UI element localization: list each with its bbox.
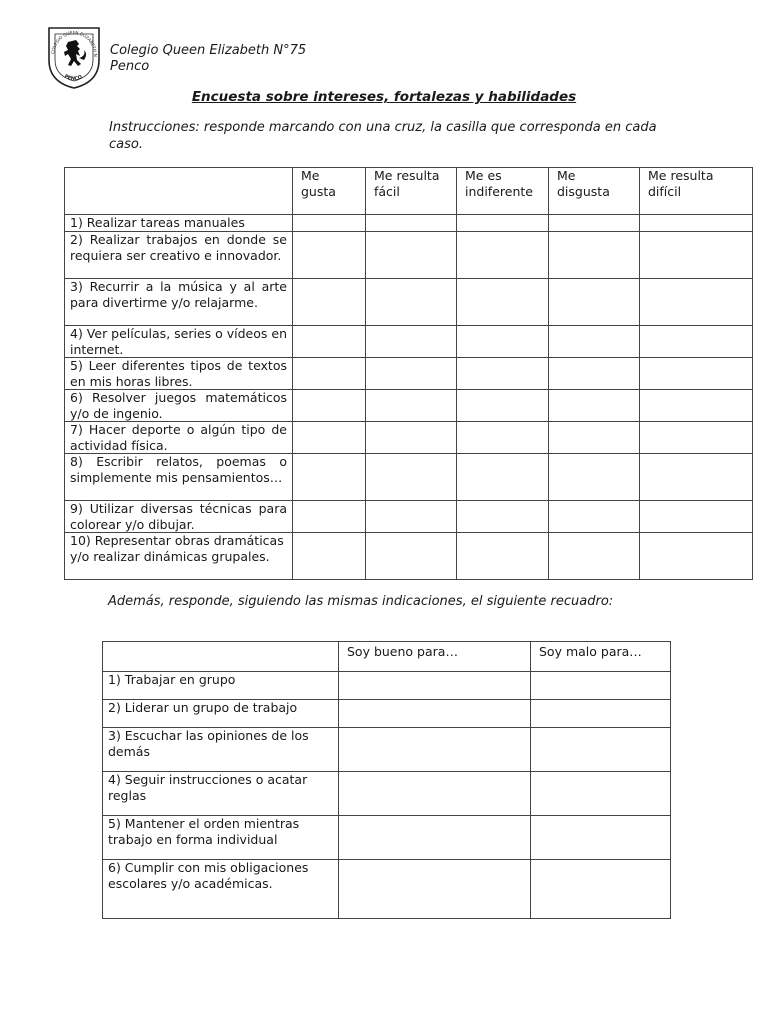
answer-cell[interactable] xyxy=(549,454,640,501)
column-header: Me resulta fácil xyxy=(366,168,457,215)
strengths-header-row xyxy=(103,642,671,672)
answer-cell[interactable] xyxy=(457,454,549,501)
row-label: 8) Escribir relatos, poemas o simplemente mis pensamientos… xyxy=(65,454,293,501)
table-row xyxy=(65,533,753,580)
row-label: 2) Realizar trabajos en donde se requiera ser creativo e innovador. xyxy=(65,232,293,279)
additional-instructions: Además, responde, siguiendo las mismas indicaciones, el siguiente recuadro: xyxy=(108,594,614,609)
table-row xyxy=(103,700,671,728)
answer-cell[interactable] xyxy=(457,390,549,422)
answer-cell[interactable] xyxy=(293,326,366,358)
answer-cell[interactable] xyxy=(339,860,531,919)
answer-cell[interactable] xyxy=(640,232,753,279)
column-header: Soy malo para… xyxy=(531,642,671,672)
table-row xyxy=(65,454,753,501)
school-header xyxy=(110,43,306,75)
row-label: 1) Trabajar en grupo xyxy=(103,672,339,700)
answer-cell[interactable] xyxy=(339,772,531,816)
answer-cell[interactable] xyxy=(293,533,366,580)
row-label: 4) Seguir instrucciones o acatar reglas xyxy=(103,772,339,816)
table-row xyxy=(65,390,753,422)
answer-cell[interactable] xyxy=(640,326,753,358)
answer-cell[interactable] xyxy=(640,279,753,326)
answer-cell[interactable] xyxy=(640,454,753,501)
column-header: Me resulta difícil xyxy=(640,168,753,215)
answer-cell[interactable] xyxy=(640,422,753,454)
answer-cell[interactable] xyxy=(549,232,640,279)
answer-cell[interactable] xyxy=(531,860,671,919)
row-label: 5) Leer diferentes tipos de textos en mis horas libres. xyxy=(65,358,293,390)
answer-cell[interactable] xyxy=(457,232,549,279)
school-logo xyxy=(46,24,102,90)
answer-cell[interactable] xyxy=(549,533,640,580)
answer-cell[interactable] xyxy=(366,422,457,454)
answer-cell[interactable] xyxy=(549,358,640,390)
answer-cell[interactable] xyxy=(293,232,366,279)
answer-cell[interactable] xyxy=(293,422,366,454)
answer-cell[interactable] xyxy=(293,390,366,422)
table-row xyxy=(65,326,753,358)
answer-cell[interactable] xyxy=(339,728,531,772)
answer-cell[interactable] xyxy=(457,215,549,232)
column-header: Me es indiferente xyxy=(457,168,549,215)
survey-title: Encuesta sobre intereses, fortalezas y habilidades xyxy=(191,89,577,105)
answer-cell[interactable] xyxy=(549,279,640,326)
answer-cell[interactable] xyxy=(531,700,671,728)
answer-cell[interactable] xyxy=(366,232,457,279)
strengths-table xyxy=(102,641,671,919)
table-row xyxy=(103,816,671,860)
table-row xyxy=(65,358,753,390)
table-row xyxy=(65,232,753,279)
answer-cell[interactable] xyxy=(640,533,753,580)
instructions-text: Instrucciones: responde marcando con una cruz, la casilla que corresponda en cada caso. xyxy=(109,120,657,152)
answer-cell[interactable] xyxy=(640,501,753,533)
answer-cell[interactable] xyxy=(640,390,753,422)
answer-cell[interactable] xyxy=(293,501,366,533)
row-label: 5) Mantener el orden mientras trabajo en forma individual xyxy=(103,816,339,860)
header-empty-cell xyxy=(103,642,339,672)
answer-cell[interactable] xyxy=(531,772,671,816)
table-row xyxy=(65,279,753,326)
header-empty-cell xyxy=(65,168,293,215)
answer-cell[interactable] xyxy=(549,215,640,232)
column-header: Soy bueno para… xyxy=(339,642,531,672)
table-row xyxy=(103,860,671,919)
answer-cell[interactable] xyxy=(457,279,549,326)
answer-cell[interactable] xyxy=(531,728,671,772)
lion-rampant-icon xyxy=(64,40,86,66)
school-city: Penco xyxy=(110,59,150,74)
table-row xyxy=(65,215,753,232)
logo-text-bottom: PENCO xyxy=(63,73,84,83)
interests-table xyxy=(64,167,753,580)
logo-text-top: COLEGIO QUEEN ELIZABETH N xyxy=(50,29,99,57)
answer-cell[interactable] xyxy=(457,358,549,390)
answer-cell[interactable] xyxy=(366,501,457,533)
answer-cell[interactable] xyxy=(366,279,457,326)
answer-cell[interactable] xyxy=(457,533,549,580)
column-header: Me gusta xyxy=(293,168,366,215)
row-label: 6) Cumplir con mis obligaciones escolares y/o académicas. xyxy=(103,860,339,919)
answer-cell[interactable] xyxy=(339,700,531,728)
answer-cell[interactable] xyxy=(293,279,366,326)
row-label: 9) Utilizar diversas técnicas para colorear y/o dibujar. xyxy=(65,501,293,533)
table-row xyxy=(103,672,671,700)
answer-cell[interactable] xyxy=(366,215,457,232)
answer-cell[interactable] xyxy=(366,326,457,358)
answer-cell[interactable] xyxy=(640,215,753,232)
answer-cell[interactable] xyxy=(293,358,366,390)
table-row xyxy=(103,772,671,816)
row-label: 1) Realizar tareas manuales xyxy=(65,215,293,232)
table-row xyxy=(65,422,753,454)
answer-cell[interactable] xyxy=(457,422,549,454)
answer-cell[interactable] xyxy=(457,501,549,533)
row-label: 10) Representar obras dramáticas y/o realizar dinámicas grupales. xyxy=(65,533,293,580)
row-label: 3) Recurrir a la música y al arte para divertirme y/o relajarme. xyxy=(65,279,293,326)
answer-cell[interactable] xyxy=(366,454,457,501)
answer-cell[interactable] xyxy=(549,422,640,454)
table-row xyxy=(65,501,753,533)
row-label: 6) Resolver juegos matemáticos y/o de ingenio. xyxy=(65,390,293,422)
row-label: 4) Ver películas, series o vídeos en internet. xyxy=(65,326,293,358)
answer-cell[interactable] xyxy=(531,816,671,860)
answer-cell[interactable] xyxy=(549,501,640,533)
answer-cell[interactable] xyxy=(293,215,366,232)
school-name: Colegio Queen Elizabeth N°75 xyxy=(110,43,307,58)
table-row xyxy=(103,728,671,772)
interests-header-row xyxy=(65,168,753,215)
answer-cell[interactable] xyxy=(339,816,531,860)
answer-cell[interactable] xyxy=(457,326,549,358)
row-label: 7) Hacer deporte o algún tipo de actividad física. xyxy=(65,422,293,454)
answer-cell[interactable] xyxy=(366,390,457,422)
answer-cell[interactable] xyxy=(366,358,457,390)
answer-cell[interactable] xyxy=(366,533,457,580)
answer-cell[interactable] xyxy=(640,358,753,390)
answer-cell[interactable] xyxy=(531,672,671,700)
row-label: 3) Escuchar las opiniones de los demás xyxy=(103,728,339,772)
row-label: 2) Liderar un grupo de trabajo xyxy=(103,700,339,728)
answer-cell[interactable] xyxy=(339,672,531,700)
answer-cell[interactable] xyxy=(293,454,366,501)
answer-cell[interactable] xyxy=(549,326,640,358)
answer-cell[interactable] xyxy=(549,390,640,422)
column-header: Me disgusta xyxy=(549,168,640,215)
